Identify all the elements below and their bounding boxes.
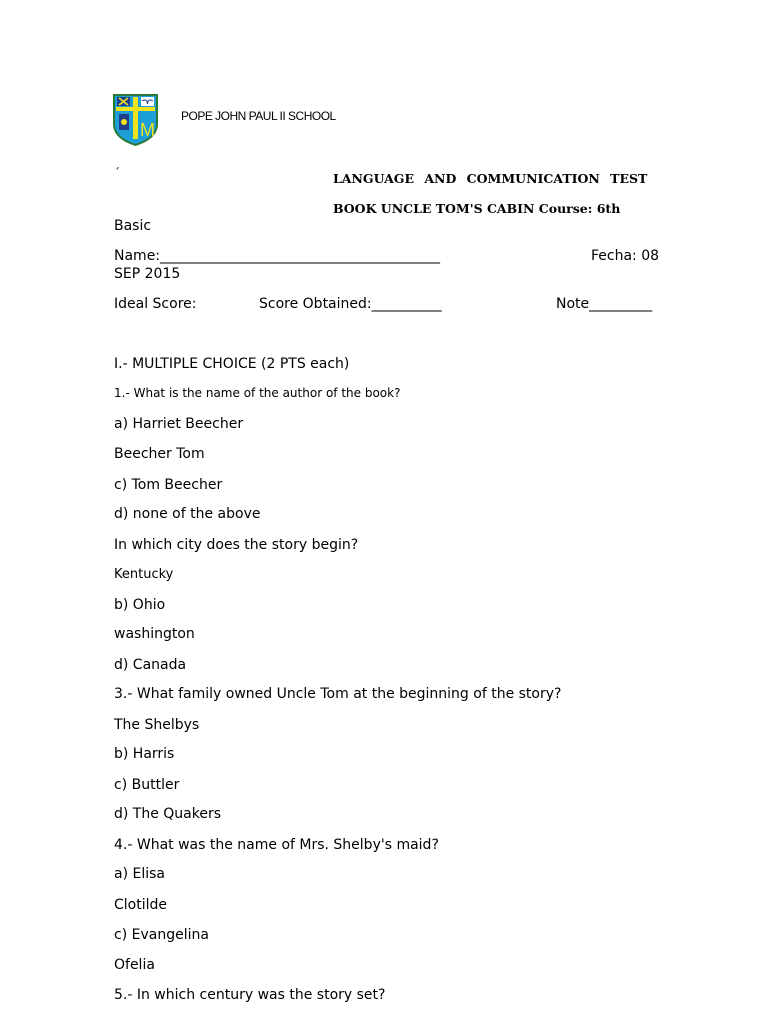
answer-option: Ofelia xyxy=(114,957,155,973)
answer-option: c) Tom Beecher xyxy=(114,477,223,493)
answer-option: c) Evangelina xyxy=(114,927,209,943)
answer-option: a) Elisa xyxy=(114,866,165,882)
note-field: Note_________ xyxy=(556,296,653,312)
answer-option: b) Ohio xyxy=(114,597,166,613)
answer-option: The Shelbys xyxy=(114,717,200,733)
answer-option: d) The Quakers xyxy=(114,806,222,822)
answer-option: d) none of the above xyxy=(114,506,261,522)
section-heading: I.- MULTIPLE CHOICE (2 PTS each) xyxy=(114,356,350,372)
date-continuation: SEP 2015 xyxy=(114,266,181,282)
answer-option: washington xyxy=(114,626,195,642)
svg-text:M: M xyxy=(140,120,155,140)
date-label: Fecha: 08 xyxy=(591,248,660,264)
name-field: Name:________________________________________ xyxy=(114,248,441,264)
answer-option: Clotilde xyxy=(114,897,167,913)
answer-option: d) Canada xyxy=(114,657,187,673)
school-name: POPE JOHN PAUL II SCHOOL xyxy=(181,109,336,123)
question-text: 3.- What family owned Uncle Tom at the beginning of the story? xyxy=(114,686,562,702)
question-text: 4.- What was the name of Mrs. Shelby's maid? xyxy=(114,837,439,853)
answer-option: Kentucky xyxy=(114,567,174,582)
test-title: LANGUAGE AND COMMUNICATION TEST xyxy=(333,171,648,186)
answer-option: b) Harris xyxy=(114,746,175,762)
answer-option: c) Buttler xyxy=(114,777,180,793)
school-logo xyxy=(113,94,158,146)
question-text: In which city does the story begin? xyxy=(114,537,359,553)
ideal-score-label: Ideal Score: xyxy=(114,296,197,312)
score-obtained-field: Score Obtained:__________ xyxy=(259,296,442,312)
question-text: 1.- What is the name of the author of the book? xyxy=(114,386,401,400)
question-text: 5.- In which century was the story set? xyxy=(114,987,386,1003)
answer-option: Beecher Tom xyxy=(114,446,205,462)
test-subtitle: BOOK UNCLE TOM'S CABIN Course: 6th xyxy=(333,201,621,216)
stray-mark: ´ xyxy=(114,166,120,180)
answer-option: a) Harriet Beecher xyxy=(114,416,244,432)
level-label: Basic xyxy=(114,218,152,234)
